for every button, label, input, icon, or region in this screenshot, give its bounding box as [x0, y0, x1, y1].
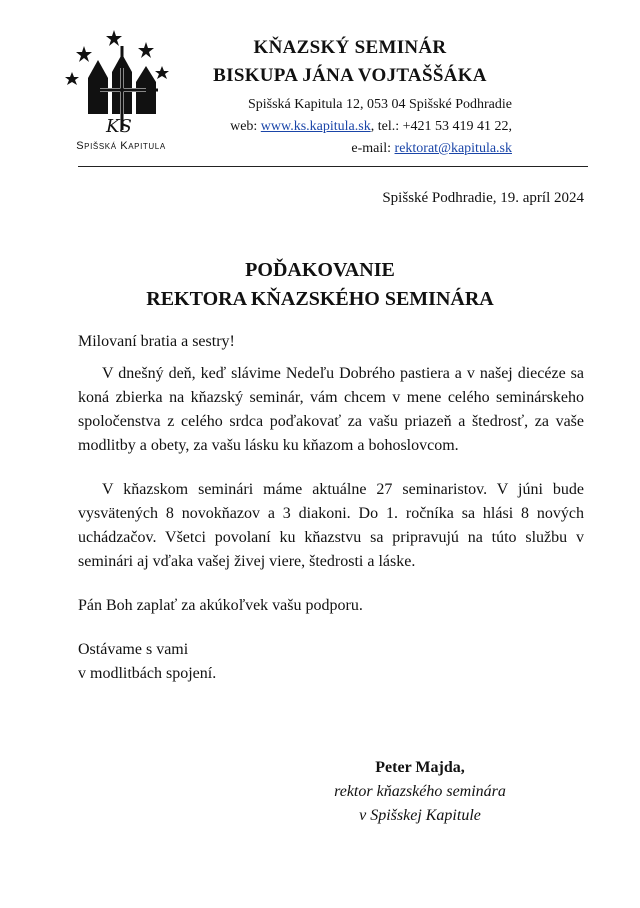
contact-block [230, 94, 512, 160]
seminary-logo-icon [62, 26, 180, 134]
web-link[interactable]: www.ks.kapitula.sk [260, 119, 371, 134]
letter-body [78, 330, 584, 686]
paragraph-1: V dnešný deň, keď slávime Nedeľu Dobrého pastiera a v našej diecéze sa koná zbierka na kňazský seminár, vám chcem v mene celého seminárskeho spoločenstva z celého srdca poďakovať za vašu priazeň a štedrosť, za vaše modlitby a obety, za vašu lásku ku kňazom a bohoslovcom. [78, 365, 584, 454]
email-line [230, 138, 512, 160]
signatory-role-2: v Spišskej Kapitule [359, 807, 481, 824]
signature-block [300, 756, 540, 828]
email-prefix: e-mail: [351, 141, 395, 156]
date-line: Spišské Podhradie, 19. apríl 2024 [382, 190, 584, 206]
phone-text: , tel.: +421 53 419 41 22, [370, 119, 512, 134]
letterhead-logo [62, 26, 180, 158]
org-name-line-2: BISKUPA JÁNA VOJTAŠŠÁKA [213, 65, 487, 86]
letter-title [0, 256, 640, 314]
org-name-line-1: KŇAZSKÝ SEMINÁR [253, 37, 447, 58]
paragraph-2: V kňazskom seminári máme aktuálne 27 seminaristov. V júni bude vysvätených 8 novokňazov a 3 diakoni. Do 1. ročníka sa hlási 8 nových uchádzačov. Všetci povolaní ku kňazstvu sa pripravujú na túto službu v seminári aj vďaka vašej živej viere, štedrosti a láske. [78, 481, 584, 570]
letterhead-divider [78, 166, 588, 167]
organization-name [180, 34, 520, 90]
signatory-name: Peter Majda, [375, 759, 465, 776]
closing-line-1: Ostávame s vami [78, 641, 189, 658]
title-line-2: REKTORA KŇAZSKÉHO SEMINÁRA [146, 288, 494, 310]
title-line-1: POĎAKOVANIE [245, 259, 395, 281]
closing-line-2: v modlitbách spojení. [78, 665, 217, 682]
web-phone-line [230, 116, 512, 138]
signatory-role-1: rektor kňazského seminára [334, 783, 506, 800]
web-prefix: web: [230, 119, 261, 134]
paragraph-3: Pán Boh zaplať za akúkoľvek vašu podporu. [78, 597, 363, 614]
email-link[interactable]: rektorat@kapitula.sk [394, 141, 512, 156]
logo-caption: Spišská Kapitula [76, 140, 166, 152]
greeting: Milovaní bratia a sestry! [78, 333, 235, 350]
address-line: Spišská Kapitula 12, 053 04 Spišské Podhradie [247, 97, 512, 112]
logo-letters: KS [106, 116, 132, 134]
